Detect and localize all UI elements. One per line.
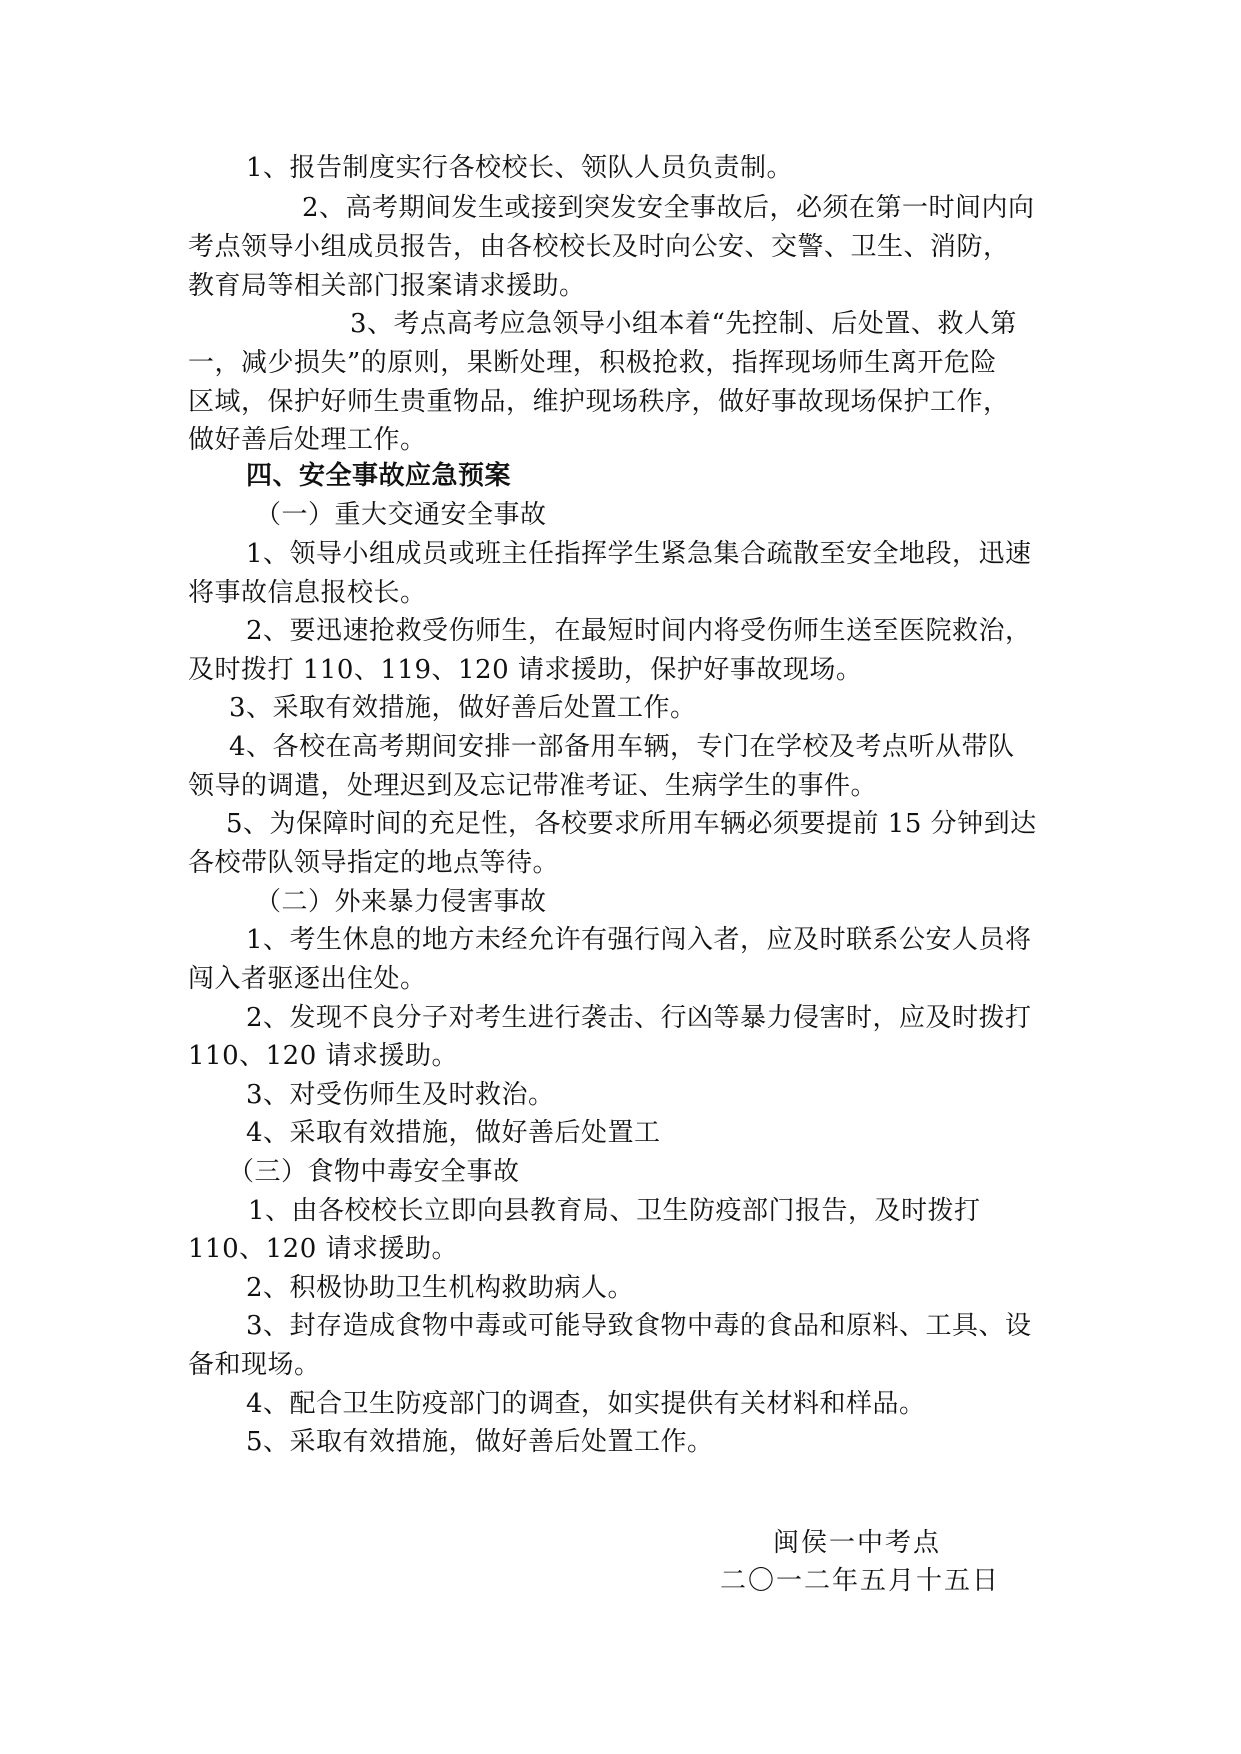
paragraph-line: 及时拨打 110、119、120 请求援助，保护好事故现场。 (188, 655, 863, 685)
paragraph-line: 教育局等相关部门报案请求援助。 (188, 271, 586, 301)
paragraph-line: 领导的调遣，处理迟到及忘记带准考证、生病学生的事件。 (188, 771, 878, 801)
signature-organization: 闽侯一中考点 (773, 1528, 942, 1558)
paragraph-line: 110、120 请求援助。 (188, 1234, 459, 1264)
paragraph-line: 2、要迅速抢救受伤师生，在最短时间内将受伤师生送至医院救治， (246, 616, 1032, 646)
paragraph-line: 3、对受伤师生及时救治。 (246, 1080, 555, 1110)
paragraph-line: 3、考点高考应急领导小组本着“先控制、后处置、救人第 (350, 309, 1017, 339)
paragraph-line: 2、积极协助卫生机构救助病人。 (246, 1273, 635, 1303)
section-heading: 四、安全事故应急预案 (246, 461, 512, 491)
paragraph-line: 5、为保障时间的充足性，各校要求所用车辆必须要提前 15 分钟到达 (226, 809, 1037, 839)
paragraph-line: 4、采取有效措施，做好善后处置工 (246, 1118, 661, 1148)
paragraph-line: 将事故信息报校长。 (188, 578, 427, 608)
signature-date: 二〇一二年五月十五日 (720, 1566, 1001, 1596)
paragraph-line: 1、考生休息的地方未经允许有强行闯入者，应及时联系公安人员将 (246, 925, 1032, 955)
paragraph-line: 闯入者驱逐出住处。 (188, 964, 427, 994)
paragraph-line: 1、领导小组成员或班主任指挥学生紧急集合疏散至安全地段，迅速 (246, 539, 1032, 569)
paragraph-line: 3、封存造成食物中毒或可能导致食物中毒的食品和原料、工具、设 (246, 1311, 1032, 1341)
paragraph-line: 一，减少损失”的原则，果断处理，积极抢救，指挥现场师生离开危险 (188, 348, 997, 378)
paragraph-line: 110、120 请求援助。 (188, 1041, 459, 1071)
paragraph-line: 备和现场。 (188, 1350, 321, 1380)
paragraph-line: 2、高考期间发生或接到突发安全事故后，必须在第一时间内向 (302, 193, 1035, 223)
subsection-heading: （一）重大交通安全事故 (255, 500, 547, 530)
paragraph-line: 3、采取有效措施，做好善后处置工作。 (229, 693, 697, 723)
paragraph-line: 4、各校在高考期间安排一部备用车辆，专门在学校及考点听从带队 (229, 732, 1015, 762)
paragraph-line: 区域，保护好师生贵重物品，维护现场秩序，做好事故现场保护工作， (188, 387, 1010, 417)
paragraph-line: 各校带队领导指定的地点等待。 (188, 848, 560, 878)
paragraph-line: 2、发现不良分子对考生进行袭击、行凶等暴力侵害时，应及时拨打 (246, 1003, 1032, 1033)
paragraph-line: 1、由各校校长立即向县教育局、卫生防疫部门报告，及时拨打 (248, 1196, 981, 1226)
paragraph-line: 5、采取有效措施，做好善后处置工作。 (246, 1427, 714, 1457)
paragraph-line: 1、报告制度实行各校校长、领队人员负责制。 (246, 153, 794, 183)
paragraph-line: 4、配合卫生防疫部门的调查，如实提供有关材料和样品。 (246, 1389, 926, 1419)
subsection-heading: （三）食物中毒安全事故 (228, 1157, 520, 1187)
subsection-heading: （二）外来暴力侵害事故 (255, 887, 547, 917)
paragraph-line: 做好善后处理工作。 (188, 425, 427, 455)
paragraph-line: 考点领导小组成员报告，由各校校长及时向公安、交警、卫生、消防， (188, 232, 1010, 262)
